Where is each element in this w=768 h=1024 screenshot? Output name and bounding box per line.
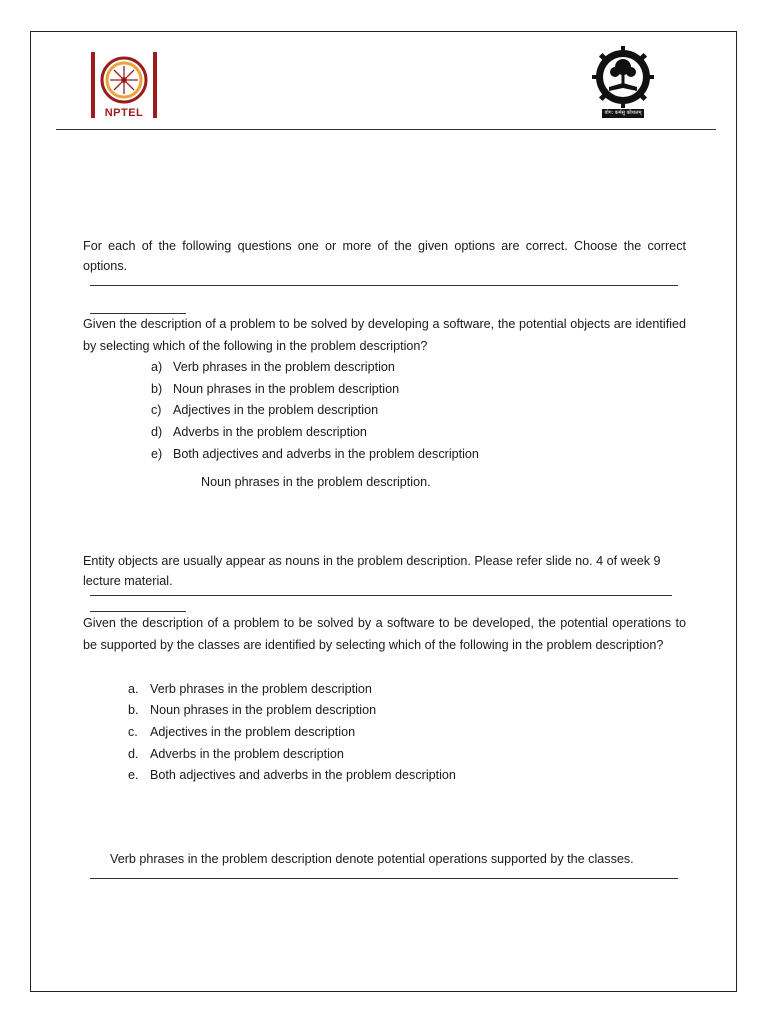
question-1-answer: Noun phrases in the problem description.	[201, 475, 431, 489]
emblem-motto: योग: कर्मसु कौशलम्	[604, 110, 642, 116]
question-1-option-a: a) Verb phrases in the problem description	[151, 360, 395, 374]
question-2-option-b: b. Noun phrases in the problem description	[128, 703, 377, 717]
question-1-option-e: e) Both adjectives and adverbs in the problem description	[151, 447, 479, 461]
instructions-rule	[90, 285, 678, 286]
question-1-option-d: d) Adverbs in the problem description	[151, 425, 367, 439]
header-rule	[56, 129, 716, 130]
question-2-option-e: e. Both adjectives and adverbs in the problem description	[128, 768, 456, 782]
question-1-explanation: Entity objects are usually appear as nouns in the problem description. Please refer slide no. 4 of week 9 lecture material.	[83, 554, 661, 588]
question-2-marker-rule	[90, 611, 186, 612]
question-2-option-c: c. Adjectives in the problem description	[128, 725, 356, 739]
question-1-text: Given the description of a problem to be solved by developing a software, the potential objects are identified by selecting which of the following in the problem description?	[83, 317, 686, 353]
instructions-text: For each of the following questions one or more of the given options are correct. Choose the correct options.	[83, 239, 686, 273]
question-1-rule	[90, 595, 672, 596]
question-2-rule	[90, 878, 678, 879]
question-2-text: Given the description of a problem to be solved by a software to be developed, the potential operations to be supported by the classes are identified by selecting which of the following in the problem description?	[83, 616, 686, 652]
question-2-option-d: d. Adverbs in the problem description	[128, 747, 344, 761]
question-1-option-c: c) Adjectives in the problem description	[151, 403, 379, 417]
question-2-answer: Verb phrases in the problem description denote potential operations supported by the classes.	[110, 852, 634, 866]
question-1-option-b: b) Noun phrases in the problem description	[151, 382, 400, 396]
nptel-logo-text: NPTEL	[104, 107, 144, 119]
page-frame	[30, 31, 737, 992]
question-2-option-a: a. Verb phrases in the problem description	[128, 682, 372, 696]
